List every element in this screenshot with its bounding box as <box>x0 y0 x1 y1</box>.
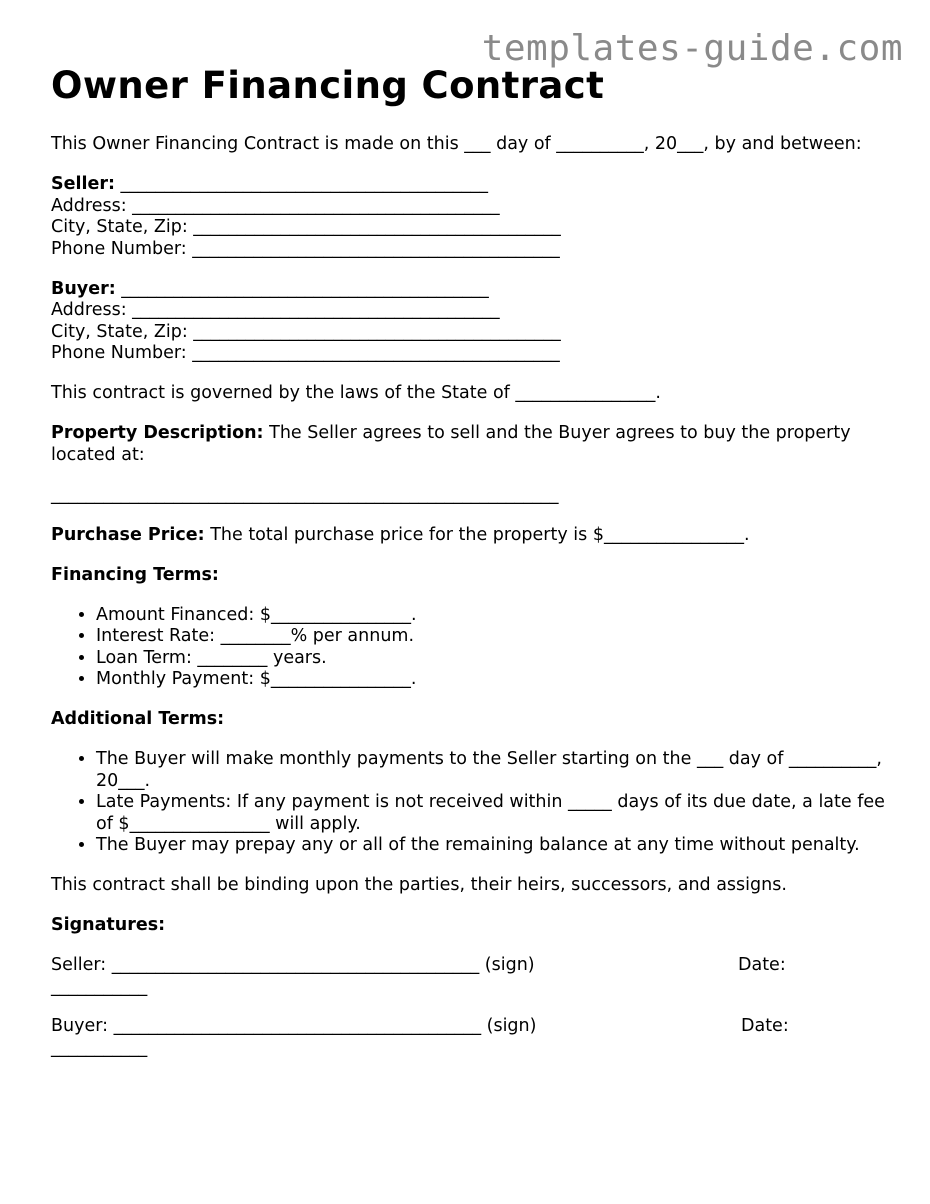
buyer-name-line <box>51 279 891 301</box>
signatures-heading: Signatures: <box>51 915 166 935</box>
financing-heading: Financing Terms: <box>51 564 219 585</box>
governing-law-paragraph: This contract is governed by the laws of the State of ________________. <box>51 383 661 403</box>
purchase-text: The total purchase price for the property is $________________. <box>204 524 750 545</box>
seller-city-line: City, State, Zip: __________________________________________ <box>51 217 561 237</box>
purchase-label: Purchase Price: <box>51 524 205 545</box>
seller-phone-line: Phone Number: __________________________________________ <box>51 238 560 259</box>
buyer-phone-line: Phone Number: __________________________________________ <box>51 343 560 363</box>
buyer-date-label: Date: <box>741 1016 789 1036</box>
property-text: The Seller agrees to sell and the Buyer agrees to buy the property located at: <box>51 423 851 465</box>
seller-date-blank: ___________ <box>51 976 148 997</box>
seller-signature-line <box>51 955 891 998</box>
buyer-address-line: Address: __________________________________________ <box>51 300 500 320</box>
list-item: • Amount Financed: $________________. <box>96 605 891 627</box>
buyer-city-line: City, State, Zip: __________________________________________ <box>51 321 561 342</box>
seller-address-line: Address: __________________________________________ <box>51 195 500 216</box>
buyer-sign-field: Buyer: __________________________________________ (sign) <box>51 1016 537 1036</box>
binding-paragraph: This contract shall be binding upon the parties, their heirs, successors, and assigns. <box>51 875 787 895</box>
seller-name-blank: __________________________________________ <box>114 174 489 194</box>
property-label: Property Description: <box>51 423 264 443</box>
list-item: • Monthly Payment: $________________. <box>96 669 891 691</box>
buyer-signature-line <box>51 1016 891 1059</box>
list-item: • The Buyer will make monthly payments to the Seller starting on the ___ day of __________, 20___. <box>96 749 891 792</box>
seller-block <box>51 174 891 260</box>
page-title: Owner Financing Contract <box>51 64 605 107</box>
buyer-label: Buyer: <box>51 278 116 299</box>
additional-heading: Additional Terms: <box>51 709 225 729</box>
seller-date-label: Date: <box>738 955 786 975</box>
list-item: • Late Payments: If any payment is not received within _____ days of its due date, a late fee of $________________ will apply. <box>96 792 891 835</box>
list-item: • The Buyer may prepay any or all of the remaining balance at any time without penalty. <box>96 835 891 857</box>
list-item: • Loan Term: ________ years. <box>96 648 891 670</box>
contract-body <box>51 134 891 1077</box>
buyer-name-blank: __________________________________________ <box>115 278 489 299</box>
buyer-date-blank: ___________ <box>51 1037 148 1058</box>
intro-paragraph: This Owner Financing Contract is made on this ___ day of __________, 20___, by and between: <box>51 134 862 154</box>
list-item: • Interest Rate: ________% per annum. <box>96 626 891 648</box>
watermark: templates-guide.com <box>481 28 903 69</box>
seller-name-line <box>51 174 891 196</box>
financing-terms-list <box>51 605 891 691</box>
seller-label: Seller: <box>51 174 115 194</box>
seller-sign-field: Seller: __________________________________________ (sign) <box>51 955 535 975</box>
additional-terms-list <box>51 749 891 857</box>
buyer-block <box>51 279 891 365</box>
property-description-paragraph <box>51 423 891 466</box>
purchase-price-paragraph <box>51 525 891 547</box>
property-address-blank: __________________________________________________________ <box>51 484 559 505</box>
